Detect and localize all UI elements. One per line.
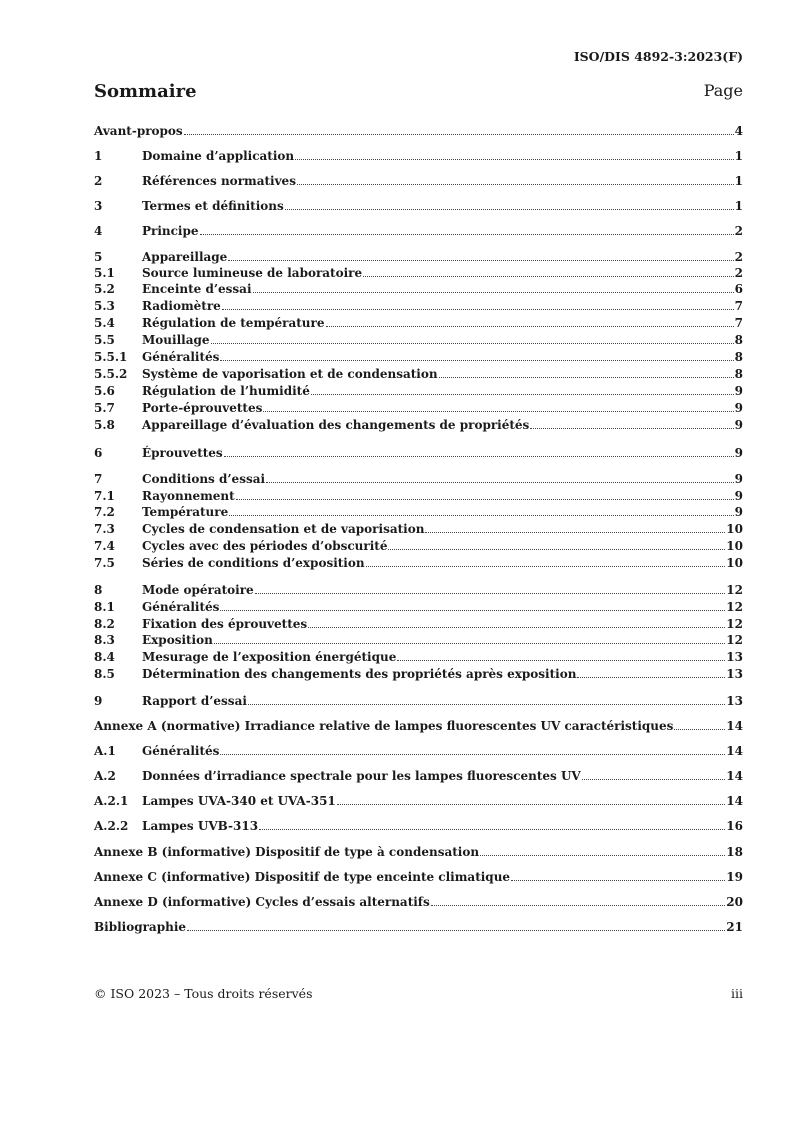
toc-entry-page: 9	[734, 384, 743, 398]
toc-entry-number: 1	[94, 149, 103, 163]
toc-entry-number: 2	[94, 174, 103, 188]
toc-dot-leader	[248, 703, 725, 705]
toc-entry-page: 12	[726, 583, 743, 597]
toc-entry-page: 2	[734, 224, 743, 238]
toc-entry-number: 5.3	[94, 299, 115, 313]
toc-entry[interactable]	[94, 224, 743, 239]
toc-entry-title: Éprouvettes	[142, 446, 223, 460]
toc-entry-page: 14	[726, 769, 743, 783]
toc-entry-number: 7.2	[94, 505, 115, 519]
toc-entry-title: Radiomètre	[142, 299, 221, 313]
toc-entry-page: 13	[726, 650, 743, 664]
toc-entry[interactable]	[94, 489, 743, 504]
toc-entry[interactable]	[94, 744, 743, 759]
toc-entry-page: 12	[726, 617, 743, 631]
toc-entry-number: 5.8	[94, 418, 115, 432]
toc-dot-leader	[308, 626, 725, 628]
toc-entry-number: 7.5	[94, 556, 115, 570]
toc-entry[interactable]	[94, 367, 743, 382]
toc-entry-title: Porte-éprouvettes	[142, 401, 263, 415]
document-reference: ISO/DIS 4892-3:2023(F)	[573, 49, 743, 64]
toc-dot-leader	[220, 609, 725, 611]
toc-entry[interactable]	[94, 633, 743, 648]
toc-dot-leader	[326, 325, 734, 327]
toc-dot-leader	[577, 676, 725, 678]
toc-entry-title: Régulation de température	[142, 316, 325, 330]
toc-dot-leader	[187, 929, 725, 931]
toc-entry-title: Annexe B (informative) Dispositif de type à condensation	[94, 845, 480, 859]
toc-entry-title: Régulation de l’humidité	[142, 384, 310, 398]
toc-entry-page: 9	[734, 505, 743, 519]
toc-entry-page: 14	[726, 744, 743, 758]
toc-entry-title: Cycles de condensation et de vaporisation	[142, 522, 425, 536]
toc-entry-number: 8.2	[94, 617, 115, 631]
toc-entry-page: 14	[726, 719, 743, 733]
toc-entry[interactable]	[94, 282, 743, 297]
toc-entry-number: 8	[94, 583, 103, 597]
toc-entry-number: 3	[94, 199, 103, 213]
toc-entry-title: Mouillage	[142, 333, 210, 347]
toc-entry[interactable]	[94, 418, 743, 433]
toc-dot-leader	[214, 642, 725, 644]
toc-entry-title: Fixation des éprouvettes	[142, 617, 308, 631]
toc-entry-page: 18	[726, 845, 743, 859]
toc-entry[interactable]	[94, 384, 743, 399]
toc-entry[interactable]	[94, 600, 743, 615]
toc-entry[interactable]	[94, 522, 743, 537]
toc-entry[interactable]	[94, 401, 743, 416]
toc-entry-page: 9	[734, 401, 743, 415]
toc-entry[interactable]	[94, 199, 743, 214]
toc-entry-number: 5.5.1	[94, 350, 128, 364]
toc-entry-title: Annexe D (informative) Cycles d’essais alternatifs	[94, 895, 430, 909]
toc-entry[interactable]	[94, 650, 743, 665]
toc-entry-title: Principe	[142, 224, 199, 238]
toc-entry-page: 19	[726, 870, 743, 884]
toc-dot-leader	[674, 728, 725, 730]
footer-page-number: iii	[731, 986, 743, 1001]
toc-entry-page: 21	[726, 920, 743, 934]
toc-dot-leader	[229, 514, 733, 516]
toc-dot-leader	[200, 233, 734, 235]
toc-entry-page: 9	[734, 418, 743, 432]
footer-copyright: © ISO 2023 – Tous droits réservés	[94, 986, 313, 1001]
toc-title: Sommaire	[94, 81, 197, 102]
toc-dot-leader	[480, 854, 725, 856]
toc-entry-title: Généralités	[142, 600, 220, 614]
toc-entry-title: Lampes UVB-313	[142, 819, 259, 833]
toc-entry-number: 5.5	[94, 333, 115, 347]
toc-dot-leader	[259, 828, 725, 830]
toc-entry-page: 12	[726, 633, 743, 647]
toc-dot-leader	[220, 359, 733, 361]
toc-entry-title: Bibliographie	[94, 920, 187, 934]
toc-entry-title: Termes et définitions	[142, 199, 284, 213]
toc-entry-number: 5.7	[94, 401, 115, 415]
toc-entry-title: Source lumineuse de laboratoire	[142, 266, 363, 280]
toc-entry[interactable]	[94, 333, 743, 348]
toc-dot-leader	[297, 183, 734, 185]
toc-dot-leader	[220, 753, 725, 755]
toc-dot-leader	[439, 376, 734, 378]
toc-entry-number: 5.1	[94, 266, 115, 280]
toc-dot-leader	[224, 455, 734, 457]
toc-entry-page: 8	[734, 367, 743, 381]
toc-entry-title: Appareillage d’évaluation des changements de propriétés	[142, 418, 530, 432]
toc-entry[interactable]	[94, 472, 743, 487]
toc-entry[interactable]	[94, 583, 743, 598]
toc-entry-number: 7.3	[94, 522, 115, 536]
toc-dot-leader	[184, 133, 734, 135]
toc-entry-title: Appareillage	[142, 250, 228, 264]
toc-entry-page: 2	[734, 266, 743, 280]
toc-entry[interactable]	[94, 617, 743, 632]
toc-entry[interactable]	[94, 920, 743, 935]
toc-entry-title: Détermination des changements des propriétés après exposition	[142, 667, 577, 681]
toc-entry[interactable]	[94, 266, 743, 281]
toc-entry-page: 8	[734, 333, 743, 347]
toc-entry[interactable]	[94, 794, 743, 809]
toc-entry-title: Données d’irradiance spectrale pour les lampes fluorescentes UV	[142, 769, 581, 783]
toc-entry-title: Rapport d’essai	[142, 694, 247, 708]
toc-entry-page: 10	[726, 522, 743, 536]
toc-entry-page: 7	[734, 316, 743, 330]
toc-dot-leader	[236, 498, 734, 500]
toc-entry-title: Conditions d’essai	[142, 472, 266, 486]
toc-entry-title: Exposition	[142, 633, 213, 647]
toc-entry-title: Séries de conditions d’exposition	[142, 556, 365, 570]
toc-entry-title: Enceinte d’essai	[142, 282, 252, 296]
toc-entry[interactable]	[94, 299, 743, 314]
toc-entry-title: Références normatives	[142, 174, 296, 188]
toc-dot-leader	[397, 659, 725, 661]
toc-dot-leader	[363, 275, 734, 277]
toc-entry-number: 9	[94, 694, 103, 708]
toc-entry-title: Domaine d’application	[142, 149, 295, 163]
toc-entry-page: 20	[726, 895, 743, 909]
toc-entry-number: 8.5	[94, 667, 115, 681]
toc-entry-page: 10	[726, 556, 743, 570]
toc-entry-page: 14	[726, 794, 743, 808]
toc-entry-page: 4	[734, 124, 743, 138]
toc-dot-leader	[211, 342, 734, 344]
toc-dot-leader	[255, 592, 726, 594]
toc-entry-title: Annexe C (informative) Dispositif de type enceinte climatique	[94, 870, 511, 884]
toc-entry[interactable]	[94, 446, 743, 461]
toc-entry-number: 5	[94, 250, 103, 264]
toc-dot-leader	[311, 393, 734, 395]
toc-entry-page: 1	[734, 174, 743, 188]
toc-entry-title: Mode opératoire	[142, 583, 254, 597]
toc-entry-number: 5.6	[94, 384, 115, 398]
toc-entry-number: 8.4	[94, 650, 115, 664]
toc-entry[interactable]	[94, 539, 743, 554]
toc-entry-number: 8.1	[94, 600, 115, 614]
toc-entry-number: 8.3	[94, 633, 115, 647]
toc-entry[interactable]	[94, 124, 743, 139]
toc-dot-leader	[266, 481, 734, 483]
toc-entry-title: Avant-propos	[94, 124, 183, 138]
toc-entry-title: Cycles avec des périodes d’obscurité	[142, 539, 388, 553]
toc-entry-title: Généralités	[142, 744, 220, 758]
toc-dot-leader	[431, 904, 726, 906]
toc-entry-number: 6	[94, 446, 103, 460]
toc-entry[interactable]	[94, 870, 743, 885]
toc-entry[interactable]	[94, 895, 743, 910]
toc-dot-leader	[388, 548, 725, 550]
toc-entry[interactable]	[94, 350, 743, 365]
toc-entry[interactable]	[94, 694, 743, 709]
toc-dot-leader	[511, 879, 725, 881]
toc-entry[interactable]	[94, 149, 743, 164]
toc-entry-page: 9	[734, 489, 743, 503]
toc-entry-page: 13	[726, 667, 743, 681]
toc-entry-page: 13	[726, 694, 743, 708]
toc-entry-number: A.2	[94, 769, 116, 783]
toc-dot-leader	[253, 291, 734, 293]
toc-entry[interactable]	[94, 719, 743, 734]
toc-entry-title: Généralités	[142, 350, 220, 364]
toc-entry-number: 4	[94, 224, 103, 238]
toc-dot-leader	[530, 427, 733, 429]
toc-entry-number: A.2.2	[94, 819, 129, 833]
toc-entry-title: Rayonnement	[142, 489, 235, 503]
toc-entry-title: Lampes UVA-340 et UVA-351	[142, 794, 336, 808]
toc-dot-leader	[263, 410, 733, 412]
toc-entry[interactable]	[94, 174, 743, 189]
toc-entry-title: Température	[142, 505, 229, 519]
toc-entry[interactable]	[94, 769, 743, 784]
table-of-contents	[94, 0, 743, 1122]
toc-entry[interactable]	[94, 845, 743, 860]
toc-entry[interactable]	[94, 667, 743, 682]
toc-entry-number: 5.5.2	[94, 367, 128, 381]
toc-entry-page: 9	[734, 446, 743, 460]
toc-entry-page: 12	[726, 600, 743, 614]
toc-entry-number: A.2.1	[94, 794, 129, 808]
toc-entry-number: 5.2	[94, 282, 115, 296]
toc-entry-number: A.1	[94, 744, 116, 758]
toc-entry-number: 7.1	[94, 489, 115, 503]
toc-dot-leader	[228, 259, 733, 261]
toc-entry[interactable]	[94, 250, 743, 265]
toc-entry-page: 16	[726, 819, 743, 833]
toc-entry-page: 10	[726, 539, 743, 553]
toc-entry[interactable]	[94, 819, 743, 834]
toc-entry[interactable]	[94, 505, 743, 520]
toc-dot-leader	[425, 531, 725, 533]
toc-entry-page: 8	[734, 350, 743, 364]
toc-entry-page: 9	[734, 472, 743, 486]
toc-entry-page: 7	[734, 299, 743, 313]
toc-entry-page: 6	[734, 282, 743, 296]
toc-page-label: Page	[703, 81, 743, 100]
toc-entry[interactable]	[94, 556, 743, 571]
toc-entry-number: 5.4	[94, 316, 115, 330]
toc-entry-number: 7	[94, 472, 103, 486]
toc-entry[interactable]	[94, 316, 743, 331]
toc-entry-title: Mesurage de l’exposition énergétique	[142, 650, 397, 664]
toc-dot-leader	[295, 158, 734, 160]
toc-dot-leader	[582, 778, 726, 780]
toc-entry-number: 7.4	[94, 539, 115, 553]
toc-entry-title: Annexe A (normative) Irradiance relative de lampes fluorescentes UV caractéristiques	[94, 719, 674, 733]
toc-entry-title: Système de vaporisation et de condensation	[142, 367, 438, 381]
toc-entry-page: 2	[734, 250, 743, 264]
toc-dot-leader	[285, 208, 734, 210]
toc-entry-page: 1	[734, 149, 743, 163]
toc-entry-page: 1	[734, 199, 743, 213]
toc-dot-leader	[366, 565, 726, 567]
toc-dot-leader	[337, 803, 726, 805]
toc-dot-leader	[222, 308, 734, 310]
